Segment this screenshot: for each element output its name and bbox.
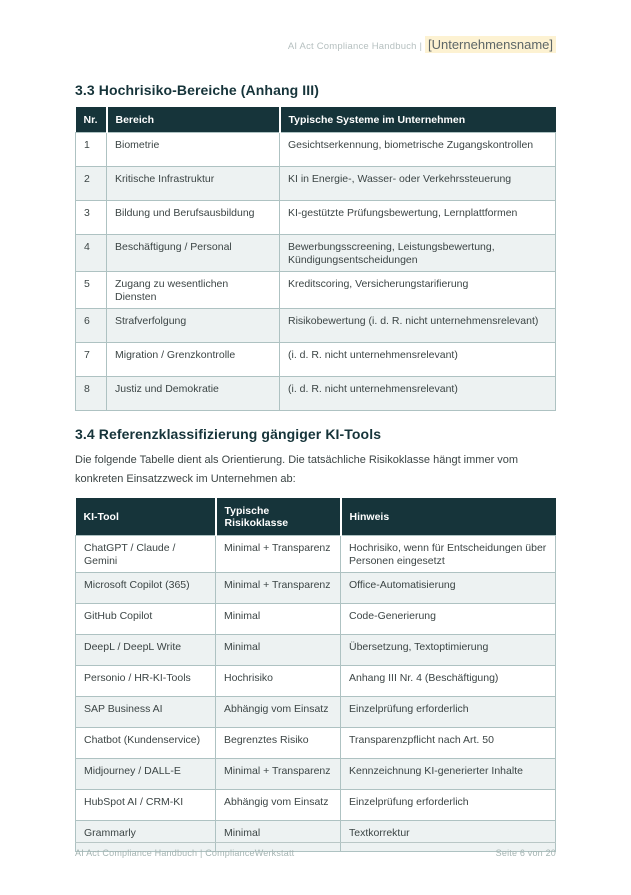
table-cell: Kritische Infrastruktur bbox=[107, 167, 280, 201]
table-cell: Textkorrektur bbox=[341, 821, 556, 852]
footer-document-title: AI Act Compliance Handbuch | ComplianceWerkstatt bbox=[75, 848, 295, 858]
company-name-placeholder: [Unternehmensname] bbox=[425, 36, 556, 53]
table-row bbox=[76, 666, 556, 697]
table-cell: 4 bbox=[76, 235, 107, 272]
footer-page-number: Seite 6 von 20 bbox=[495, 848, 556, 858]
table-row bbox=[76, 235, 556, 272]
table-cell: HubSpot AI / CRM-KI bbox=[76, 790, 216, 821]
running-header-title: AI Act Compliance Handbuch | bbox=[287, 41, 425, 52]
table-cell: Minimal + Transparenz bbox=[216, 536, 341, 573]
table-row bbox=[76, 309, 556, 343]
table-row bbox=[76, 536, 556, 573]
table-cell: Bewerbungsscreening, Leistungsbewertung, Kündigungsentscheidungen bbox=[280, 235, 556, 272]
section-34-heading: 3.4 Referenzklassifizierung gängiger KI-Tools bbox=[75, 426, 382, 442]
column-header-risikoklasse: Typische Risikoklasse bbox=[216, 499, 341, 536]
table-cell: Bildung und Berufsausbildung bbox=[107, 201, 280, 235]
table-cell: 7 bbox=[76, 343, 107, 377]
table-row bbox=[76, 728, 556, 759]
table-cell: Beschäftigung / Personal bbox=[107, 235, 280, 272]
table-cell: Grammarly bbox=[76, 821, 216, 852]
table-cell: (i. d. R. nicht unternehmensrelevant) bbox=[280, 343, 556, 377]
table-cell: Microsoft Copilot (365) bbox=[76, 573, 216, 604]
table-cell: GitHub Copilot bbox=[76, 604, 216, 635]
running-header bbox=[0, 0, 631, 54]
table-row bbox=[76, 201, 556, 235]
table-cell: (i. d. R. nicht unternehmensrelevant) bbox=[280, 377, 556, 411]
column-header-nr: Nr. bbox=[76, 108, 107, 133]
table-row bbox=[76, 635, 556, 666]
table-cell: Minimal + Transparenz bbox=[216, 759, 341, 790]
table-header-row bbox=[76, 499, 556, 536]
table-row bbox=[76, 790, 556, 821]
table-cell: Transparenzpflicht nach Art. 50 bbox=[341, 728, 556, 759]
table-cell: Minimal + Transparenz bbox=[216, 573, 341, 604]
table-cell: Abhängig vom Einsatz bbox=[216, 697, 341, 728]
table-cell: Biometrie bbox=[107, 133, 280, 167]
table-cell: SAP Business AI bbox=[76, 697, 216, 728]
table-cell: Gesichtserkennung, biometrische Zugangskontrollen bbox=[280, 133, 556, 167]
ki-tools-classification-table bbox=[75, 498, 556, 852]
table-cell: Minimal bbox=[216, 635, 341, 666]
table-cell: Hochrisiko bbox=[216, 666, 341, 697]
table-row bbox=[76, 377, 556, 411]
table-cell: DeepL / DeepL Write bbox=[76, 635, 216, 666]
table-row bbox=[76, 759, 556, 790]
table-cell: Einzelprüfung erforderlich bbox=[341, 697, 556, 728]
table-header-row bbox=[76, 108, 556, 133]
table-cell: Minimal bbox=[216, 604, 341, 635]
table-cell: Minimal bbox=[216, 821, 341, 852]
table-cell: Chatbot (Kundenservice) bbox=[76, 728, 216, 759]
table-cell: 8 bbox=[76, 377, 107, 411]
table-cell: 6 bbox=[76, 309, 107, 343]
table-cell: 5 bbox=[76, 272, 107, 309]
table-cell: KI-gestützte Prüfungsbewertung, Lernplattformen bbox=[280, 201, 556, 235]
table-cell: 2 bbox=[76, 167, 107, 201]
table-cell: Personio / HR-KI-Tools bbox=[76, 666, 216, 697]
table-cell: Begrenztes Risiko bbox=[216, 728, 341, 759]
section-33-heading: 3.3 Hochrisiko-Bereiche (Anhang III) bbox=[75, 82, 319, 98]
column-header-bereich: Bereich bbox=[107, 108, 280, 133]
table-cell: Anhang III Nr. 4 (Beschäftigung) bbox=[341, 666, 556, 697]
table-cell: Office-Automatisierung bbox=[341, 573, 556, 604]
table-cell: 3 bbox=[76, 201, 107, 235]
table-cell: Midjourney / DALL-E bbox=[76, 759, 216, 790]
table-row bbox=[76, 573, 556, 604]
table-cell: Hochrisiko, wenn für Entscheidungen über Personen eingesetzt bbox=[341, 536, 556, 573]
table-cell: Risikobewertung (i. d. R. nicht unternehmensrelevant) bbox=[280, 309, 556, 343]
table-cell: Übersetzung, Textoptimierung bbox=[341, 635, 556, 666]
column-header-ki-tool: KI-Tool bbox=[76, 499, 216, 536]
table-cell: Strafverfolgung bbox=[107, 309, 280, 343]
table-row bbox=[76, 167, 556, 201]
column-header-systeme: Typische Systeme im Unternehmen bbox=[280, 108, 556, 133]
high-risk-areas-table bbox=[75, 107, 556, 411]
table-row bbox=[76, 697, 556, 728]
table-cell: Kennzeichnung KI-generierter Inhalte bbox=[341, 759, 556, 790]
table-row bbox=[76, 343, 556, 377]
table-cell: 1 bbox=[76, 133, 107, 167]
column-header-hinweis: Hinweis bbox=[341, 499, 556, 536]
running-footer bbox=[75, 842, 556, 858]
table-row bbox=[76, 133, 556, 167]
table-cell: Kreditscoring, Versicherungstarifierung bbox=[280, 272, 556, 309]
table-cell: Abhängig vom Einsatz bbox=[216, 790, 341, 821]
table-cell: ChatGPT / Claude / Gemini bbox=[76, 536, 216, 573]
table-row bbox=[76, 272, 556, 309]
table-cell: Einzelprüfung erforderlich bbox=[341, 790, 556, 821]
table-cell: Zugang zu wesentlichen Diensten bbox=[107, 272, 280, 309]
table-cell: KI in Energie-, Wasser- oder Verkehrssteuerung bbox=[280, 167, 556, 201]
table-cell: Justiz und Demokratie bbox=[107, 377, 280, 411]
section-34-intro: Die folgende Tabelle dient als Orientierung. Die tatsächliche Risikoklasse hängt immer vom konkreten Einsatzzweck im Unternehmen ab: bbox=[75, 454, 519, 485]
table-row bbox=[76, 604, 556, 635]
table-cell: Code-Generierung bbox=[341, 604, 556, 635]
table-cell: Migration / Grenzkontrolle bbox=[107, 343, 280, 377]
